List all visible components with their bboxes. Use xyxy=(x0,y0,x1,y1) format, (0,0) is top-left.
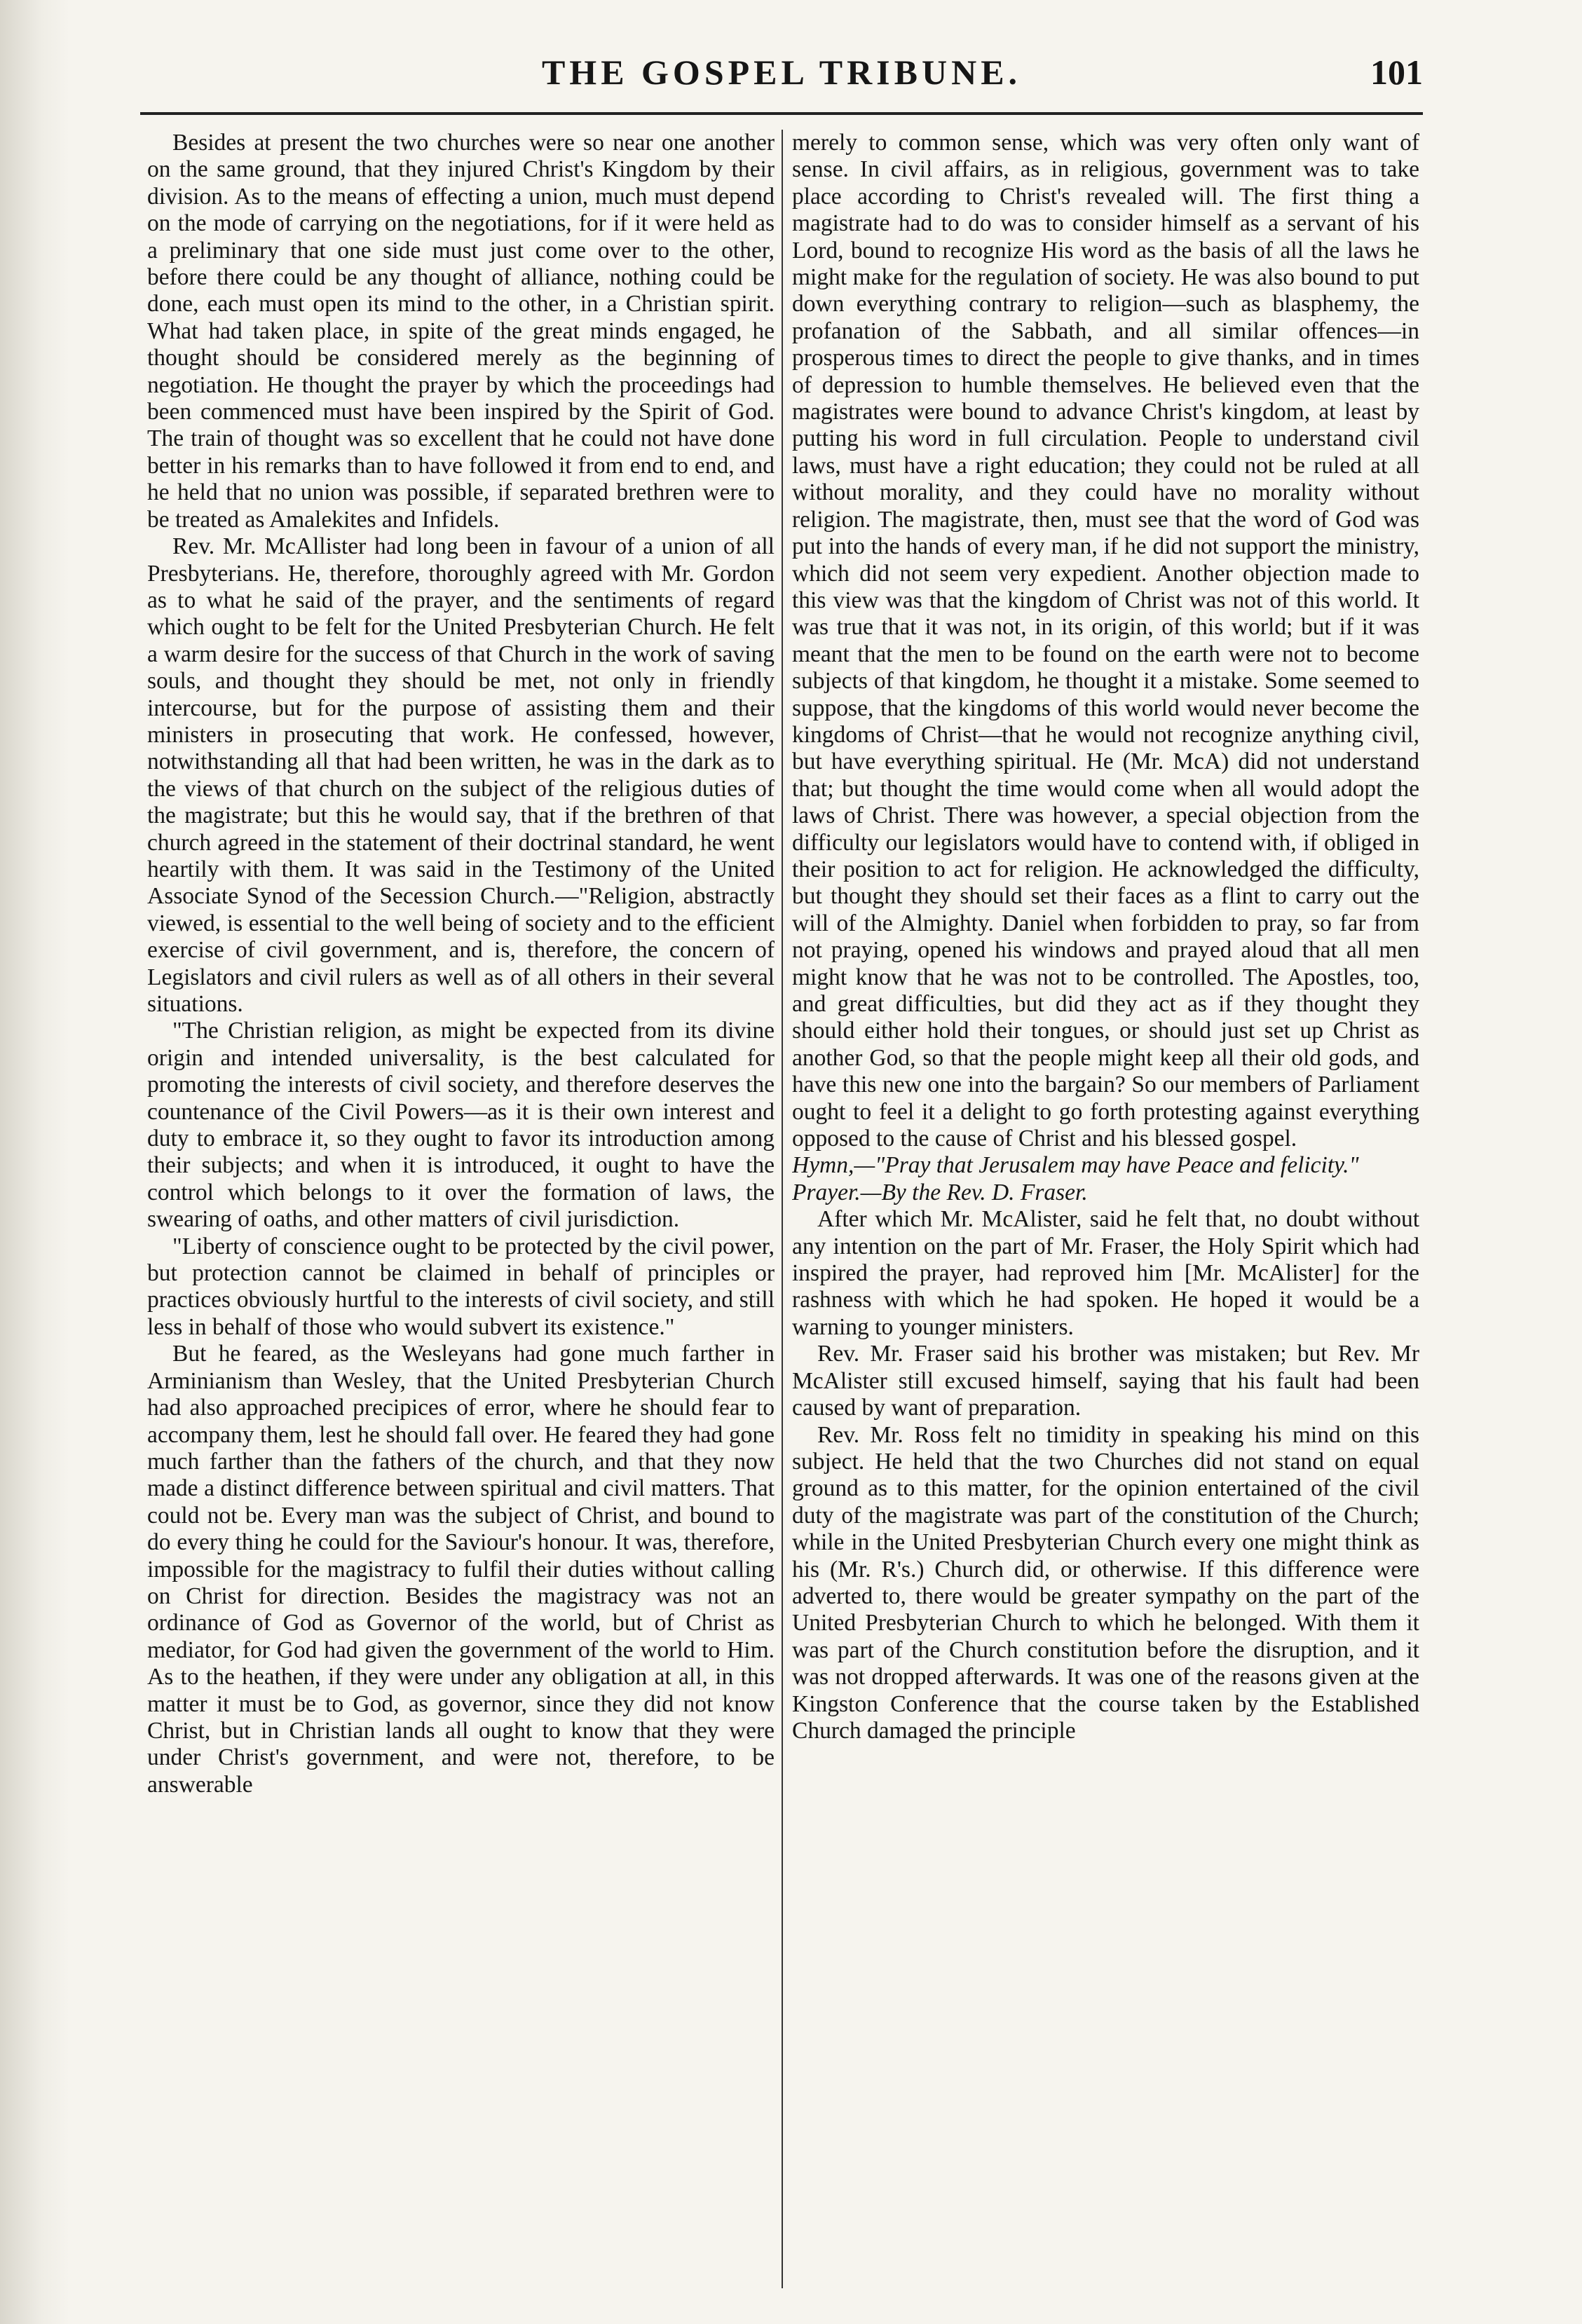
paragraph: Rev. Mr. Fraser said his brother was mistaken; but Rev. Mr McAlister still excused himself, saying that his fault had been caused by want of preparation. xyxy=(792,1341,1419,1421)
paragraph: Rev. Mr. McAllister had long been in favour of a union of all Presbyterians. He, therefore, thoroughly agreed with Mr. Gordon as to what he said of the prayer, and the sentiments of regard which ought to be felt for the United Presbyterian Church. He felt a warm desire for the success of that Church in the work of saving souls, and thought they should be met, not only in friendly intercourse, but for the purpose of assisting them and their ministers in prosecuting that work. He confessed, however, notwithstanding all that had been written, he was in the dark as to the views of that church on the subject of the religious duties of the magistrate; but this he would say, that if the brethren of that church agreed in the statement of their doctrinal standard, he went heartily with them. It was said in the Testimony of the United Associate Synod of the Secession Church.—"Religion, abstractly viewed, is essential to the well being of society and to the efficient exercise of civil government, and is, therefore, the concern of Legislators and civil rulers as well as of all others in their several situations. xyxy=(147,533,775,1017)
paragraph: But he feared, as the Wesleyans had gone much farther in Arminianism than Wesley, that the United Presbyterian Church had also approached precipices of error, where he should fear to accompany them, lest he should fall over. He feared they had gone much farther than the fathers of the church, and that they now made a distinct difference between spiritual and civil matters. That could not be. Every man was the subject of Christ, and bound to do every thing he could for the Saviour's honour. It was, therefore, impossible for the magistracy to fulfil their duties without calling on Christ for direction. Besides the magistracy was not an ordinance of God as Governor of the world, but of Christ as mediator, for God had given the government of the world to Him. As to the heathen, if they were under any obligation at all, in this matter it must be to God, as governor, since they did not know Christ, but in Christian lands all ought to know that they were under Christ's government, and were not, therefore, to be answerable xyxy=(147,1341,775,1798)
page-number: 101 xyxy=(1370,53,1423,92)
left-column xyxy=(147,130,775,2302)
page-header xyxy=(140,42,1423,105)
paragraph: merely to common sense, which was very often only want of sense. In civil affairs, as in religious, government was to take place according to Christ's revealed will. The first thing a magistrate had to do was to consider himself as a servant of his Lord, bound to recognize His word as the basis of all the laws he might make for the regulation of society. He was also bound to put down everything contrary to religion—such as blasphemy, the profanation of the Sabbath, and all similar offences—in prosperous times to direct the people to give thanks, and in times of depression to humble themselves. He believed even that the magistrates were bound to advance Christ's kingdom, at least by putting his word in full circulation. People to understand civil laws, must have a right education; they could not be ruled at all without morality, and they could have no morality without religion. The magistrate, then, must see that the word of God was put into the hands of every man, if he did not support the ministry, which did not seem very expedient. Another objection made to this view was that the kingdom of Christ was not of this world. It was true that it was not, in its origin, of this world; but if it was meant that the men to be found on the earth were not to become subjects of that kingdom, he thought it a mistake. Some seemed to suppose, that the kingdoms of this world would never become the kingdoms of Christ—that he would not recognize anything civil, but have everything spiritual. He (Mr. McA) did not understand that; but thought the time would come when all would adopt the laws of Christ. There was however, a special objection from the difficulty our legislators would have to contend with, if obliged in their position to act for religion. He acknowledged the difficulty, but thought they should set their faces as a flint to carry out the will of the Almighty. Daniel when forbidden to pray, so far from not praying, opened his windows and prayed aloud that all men might know that he was not to be controlled. The Apostles, too, and great difficulties, but did they act as if they thought they should either hold their tongues, or should just set up Christ as another God, so that the people might keep all their old gods, and have this new one into the bargain? So our members of Parliament ought to feel it a delight to go forth protesting against everything opposed to the cause of Christ and his blessed gospel. xyxy=(792,130,1419,1152)
hymn-line: Hymn,—"Pray that Jerusalem may have Peace and felicity." xyxy=(792,1152,1359,1179)
running-title: THE GOSPEL TRIBUNE. xyxy=(541,53,1022,92)
paragraph: Besides at present the two churches were so near one another on the same ground, that they injured Christ's Kingdom by their division. As to the means of effecting a union, much must depend on the mode of carrying on the negotiations, for if it were held as a preliminary that one side must just come over to the other, before there could be any thought of alliance, nothing could be done, each must open its mind to the other, in a Christian spirit. What had taken place, in spite of the great minds engaged, he thought should be considered merely as the beginning of negotiation. He thought the prayer by which the proceedings had been commenced must have been inspired by the Spirit of God. The train of thought was so excellent that he could not have done better in his remarks than to have followed it from end to end, and he held that no union was possible, if separated brethren were to be treated as Amalekites and Infidels. xyxy=(147,130,775,533)
prayer-line: Prayer.—By the Rev. D. Fraser. xyxy=(792,1179,1088,1205)
page-binding-edge xyxy=(0,0,70,2324)
paragraph: Rev. Mr. Ross felt no timidity in speaking his mind on this subject. He held that the two Churches did not stand on equal ground as to this matter, for the opinion entertained of the civil duty of the magistrate was part of the constitution of the Church; while in the United Presbyterian Church every one might think as his (Mr. R's.) Church did, or otherwise. If this difference were adverted to, there would be greater sympathy on the part of the United Presbyterian Church to which he belonged. With them it was part of the Church constitution before the disruption, and it was not dropped afterwards. It was one of the reasons given at the Kingston Conference that the course taken by the Established Church damaged the principle xyxy=(792,1421,1419,1744)
paragraph: "Liberty of conscience ought to be protected by the civil power, but protection cannot be claimed in behalf of principles or practices obviously hurtful to the interests of civil society, and still less in behalf of those who would subvert its existence." xyxy=(147,1233,775,1340)
right-column xyxy=(792,130,1419,2302)
paragraph: "The Christian religion, as might be expected from its divine origin and intended universality, is the best calculated for promoting the interests of civil society, and therefore deserves the countenance of the Civil Powers—as it is their own interest and duty to embrace it, so they ought to favor its introduction among their subjects; and when it is introduced, it ought to have the control which belongs to it over the formation of laws, the swearing of oaths, and other matters of civil jurisdiction. xyxy=(147,1018,775,1233)
header-rule xyxy=(140,112,1423,115)
paragraph: After which Mr. McAlister, said he felt that, no doubt without any intention on the part of Mr. Fraser, the Holy Spirit which had inspired the prayer, had reproved him [Mr. McAlister] for the rashness with which he had spoken. He hoped it would be a warning to younger ministers. xyxy=(792,1206,1419,1340)
column-divider xyxy=(782,130,783,2288)
